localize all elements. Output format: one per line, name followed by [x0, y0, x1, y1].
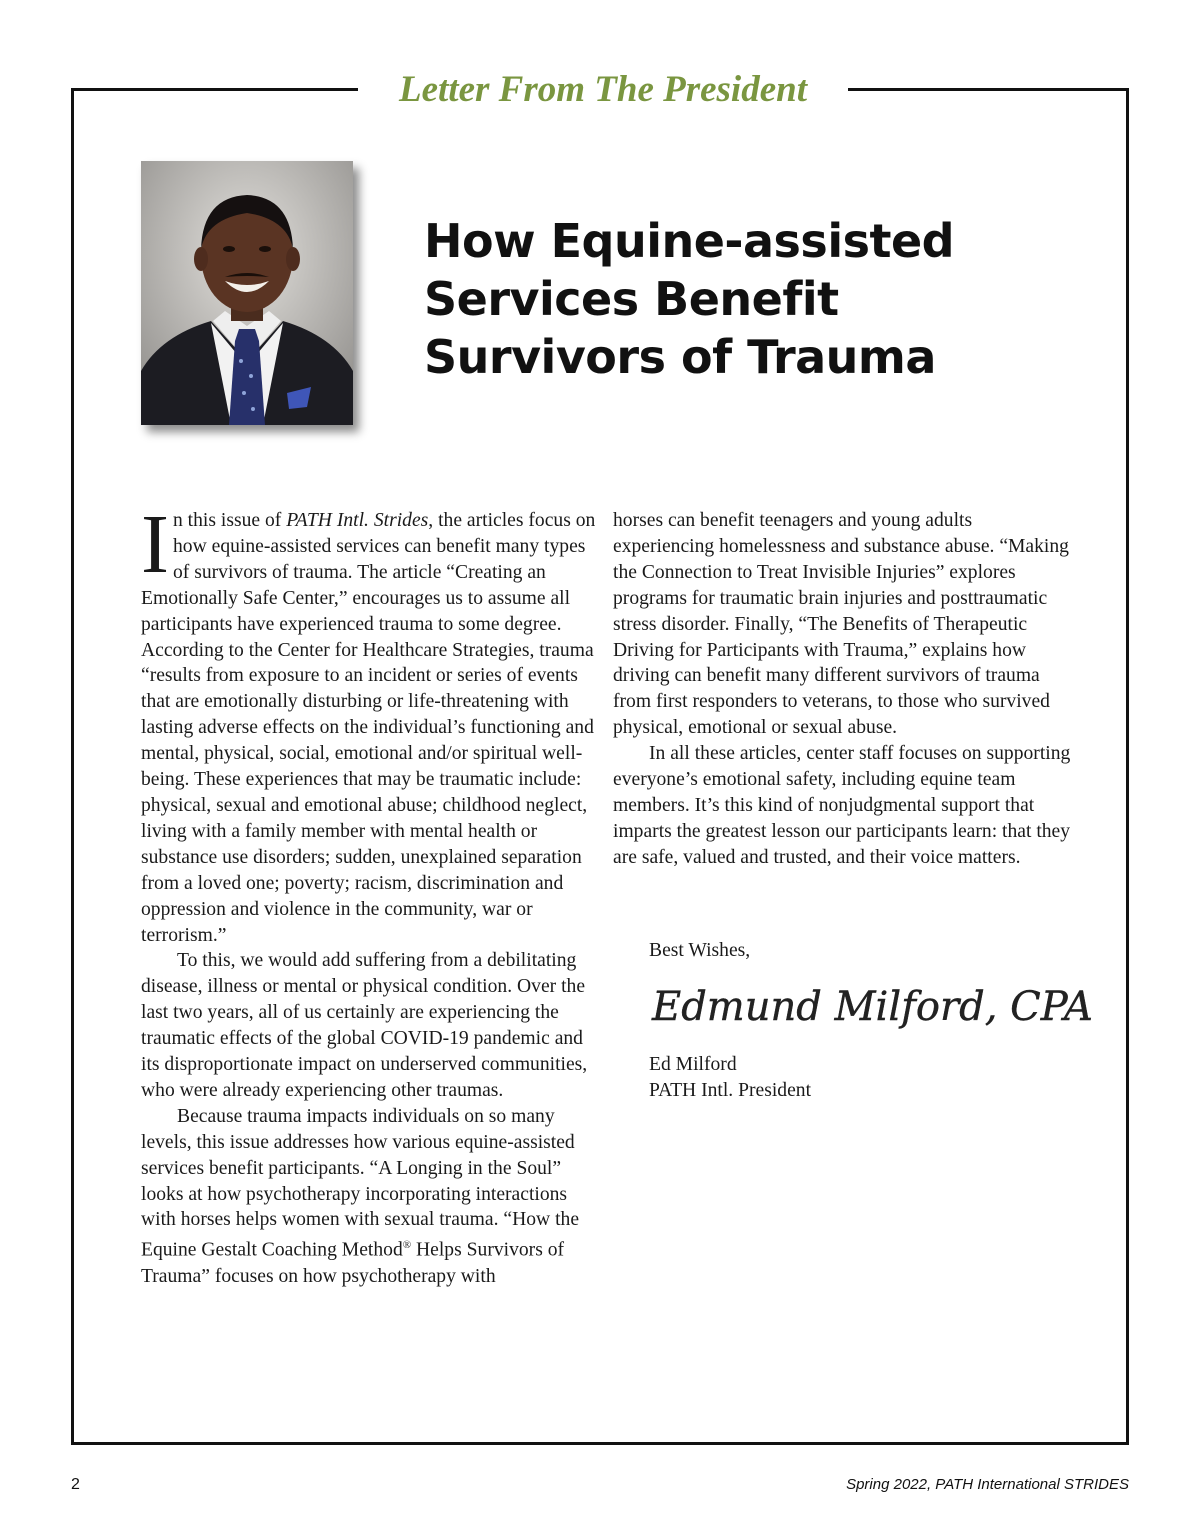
- body-column-left: [141, 498, 599, 1290]
- publication-title: PATH Intl. Strides: [286, 510, 429, 531]
- article-headline: [424, 212, 1104, 386]
- footer-issue-label: Spring 2022, PATH International STRIDES: [846, 1476, 1129, 1493]
- page-number: 2: [71, 1476, 80, 1493]
- portrait-icon: [141, 161, 353, 425]
- signer-title: PATH Intl. President: [649, 1079, 812, 1101]
- signer-name: Ed Milford: [649, 1054, 737, 1075]
- handwritten-signature-icon: [648, 978, 1093, 1048]
- salutation: Best Wishes,: [649, 940, 751, 961]
- registered-mark: ®: [402, 1239, 412, 1252]
- paragraph-1-intro: n this issue of: [172, 510, 287, 531]
- paragraph-3-text: Because trauma impacts individuals on so many levels, this issue addresses how various equine-assisted services benefit participants. “A Longing in the Soul” looks at how psychotherapy incorporating interactions with horses helps women with sexual trauma. “How the Equine Gestalt Coaching Method: [141, 1105, 580, 1261]
- signature-image: [648, 978, 1093, 1048]
- headline-line-2: Services Benefit: [424, 272, 839, 326]
- body-column-right: [613, 508, 1073, 871]
- body-paragraph-4: horses can benefit teenagers and young adults experiencing homelessness and substance abuse. “Making the Connection to Treat Invisible Injuries” explores programs for traumatic brain injuries and posttraumatic stress disorder. Finally, “The Benefits of Therapeutic Driving for Participants with Trauma,” explains how driving can benefit many different survivors of trauma from first responders to veterans, to those who survived physical, emotional or sexual abuse.: [613, 510, 1069, 739]
- body-paragraph-5: In all these articles, center staff focuses on supporting everyone’s emotional safety, including equine team members. It’s this kind of nonjudgmental support that imparts the greatest lesson our participants learn: that they are safe, valued and trusted, and their voice matters.: [613, 743, 1071, 868]
- paragraph-3-end: Helps Survivors of Trauma” focuses on how psychotherapy with: [141, 1239, 565, 1287]
- paragraph-1-text: , the articles focus on how equine-assisted services can benefit many types of survivors of trauma. The article “Creating an Emotionally Safe Center,” encourages us to assume all participants have experienced trauma to some degree. According to the Center for Healthcare Strategies, trauma “results from exposure to an incident or series of events that are emotionally disturbing or life-threatening with lasting adverse effects on the individual’s functioning and mental, physical, social, emotional and/or spiritual well-being. These experiences that may be traumatic include: physical, sexual and emotional abuse; childhood neglect, living with a family member with mental health or substance use disorders; sudden, unexplained separation from a loved one; poverty; racism, discrimination and oppression and violence in the community, war or terrorism.”: [141, 510, 596, 946]
- headline-line-3: Survivors of Trauma: [424, 330, 936, 384]
- body-paragraph-3: [141, 1104, 599, 1290]
- headline-line-1: How Equine-assisted: [424, 214, 955, 268]
- signer-block: [649, 1052, 1069, 1104]
- body-paragraph-1: [141, 498, 599, 948]
- signature-text: Edmund Milford, CPA: [652, 984, 1093, 1030]
- body-paragraph-2: To this, we would add suffering from a debilitating disease, illness or mental or physical condition. Over the last two years, all of us certainly are experiencing the traumatic effects of the global COVID-19 pandemic and its disproportionate impact on underserved communities, who were already experiencing other traumas.: [141, 950, 588, 1101]
- drop-cap: I: [141, 498, 169, 591]
- president-portrait-photo: [141, 161, 353, 425]
- section-title: Letter From The President: [358, 66, 848, 114]
